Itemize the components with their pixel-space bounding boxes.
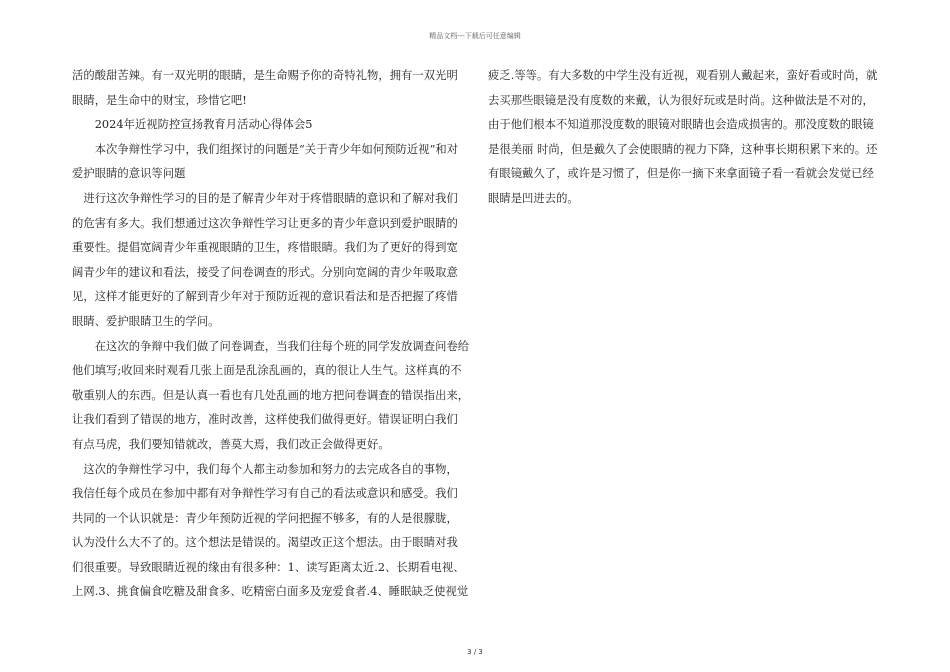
text-line: 让我们看到了错误的地方，准时改善，这样使我们做得更好。错误证明白我们 xyxy=(72,413,458,427)
text-line: 们很重要。导致眼睛近视的缘由有很多种：1、读写距离太近.2、长期看电视、 xyxy=(72,560,465,574)
text-line: 有点马虎，我们要知错就改，善莫大焉，我们改正会做得更好。 xyxy=(72,437,390,451)
text-line: 见，这样才能更好的了解到青少年对于预防近视的意识看法和是否把握了疼惜 xyxy=(72,290,458,304)
text-line: 在这次的争辩中我们做了问卷调查，当我们往每个班的同学发放调查问卷给 xyxy=(72,339,470,353)
text-line: 这次的争辩性学习中，我们每个人都主动参加和努力的去完成各自的事物， xyxy=(72,462,458,476)
text-line: 上网.3、挑食偏食吃糖及甜食多、吃精密白面多及宠爱食者.4、睡眠缺乏使视觉 xyxy=(72,585,469,599)
text-line: 共同的一个认识就是：青少年预防近视的学问把握不够多，有的人是很朦胧， xyxy=(72,511,458,525)
text-line: 去买那些眼镜是没有度数的来戴，认为很好玩或是时尚。这种做法是不对的， xyxy=(488,93,874,107)
text-line: 他们填写;收回来时观看几张上面是乱涂乱画的，真的很让人生气。这样真的不 xyxy=(72,364,462,378)
text-line: 敬重别人的东西。但是认真一看也有几处乱画的地方把问卷调查的错误指出来， xyxy=(72,388,470,402)
page-number: 3 / 3 xyxy=(467,648,483,656)
text-line: 活的酸甜苦辣。有一双光明的眼睛，是生命赐予你的奇特礼物，拥有一双光明 xyxy=(72,69,458,82)
right-text-column xyxy=(488,64,878,212)
text-line: 认为没什么大不了的。这个想法是错误的。渴望改正这个想法。由于眼睛对我 xyxy=(72,536,458,550)
text-line: 由于他们根本不知道那没度数的眼镜对眼睛也会造成损害的。那没度数的眼镜 xyxy=(488,118,874,132)
text-line: 是很美丽 时尚，但是戴久了会使眼睛的视力下降，这种事长期积累下来的。还 xyxy=(488,142,878,156)
text-line: 眼睛、爱护眼睛卫生的学问。 xyxy=(72,314,220,328)
text-line: 2024年近视防控宣扬教育月活动心得体会5 xyxy=(72,118,313,132)
left-text-column xyxy=(72,64,470,605)
text-line: 我信任每个成员在参加中都有对争辩性学习有自己的看法或意识和感受。我们 xyxy=(72,487,458,501)
text-line: 阔青少年的建议和看法，接受了问卷调查的形式。分别向宽阔的青少年吸取意 xyxy=(72,265,458,279)
text-line: 疲乏.等等。有大多数的中学生没有近视，观看别人戴起来，蛮好看或时尚，就 xyxy=(488,69,878,82)
text-line: 爱护眼睛的意识等问题 xyxy=(72,167,186,181)
text-line: 的危害有多大。我们想通过这次争辩性学习让更多的青少年意识到爱护眼睛的 xyxy=(72,216,458,230)
page-header: 精品文档---下载后可任意编辑 xyxy=(429,32,521,40)
text-line: 本次争辩性学习中，我们组探讨的问题是“关于青少年如何预防近视”和对 xyxy=(72,142,459,156)
text-line: 进行这次争辩性学习的目的是了解青少年对于疼惜眼睛的意识和了解对我们 xyxy=(72,191,458,205)
text-line: 眼睛，是生命中的财宝，珍惜它吧! xyxy=(72,93,247,107)
text-line: 有眼镜戴久了，或许是习惯了，但是你一摘下来拿面镜子看一看就会发觉已经 xyxy=(488,167,874,181)
text-line: 重要性。提倡宽阔青少年重视眼睛的卫生，疼惜眼睛。我们为了更好的得到宽 xyxy=(72,241,458,255)
text-line: 眼睛是凹进去的。 xyxy=(488,191,579,205)
